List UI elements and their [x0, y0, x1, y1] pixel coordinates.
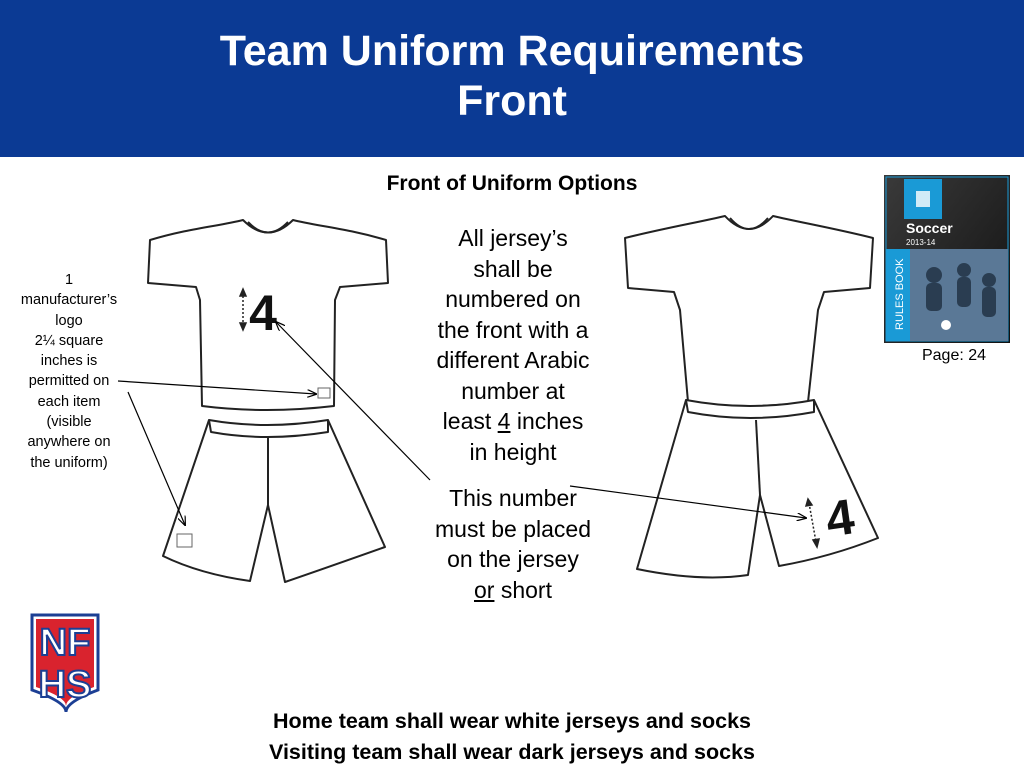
logo-note-line-4: 2¼ square — [34, 332, 104, 349]
logo-note — [8, 270, 130, 473]
rulebook-spine: RULES BOOK — [894, 258, 906, 330]
number-rule-line-7 — [423, 406, 603, 437]
number-rule-line-1: All jersey’s — [458, 225, 568, 251]
number-rule-line-4: the front with a — [437, 316, 589, 343]
placement-rule-or: or — [474, 576, 495, 603]
rulebook-cover — [884, 175, 1010, 343]
placement-rule-line-1: This number — [449, 485, 577, 511]
nfhs-logo — [32, 615, 98, 712]
nfhs-logo-top-letters: NF — [39, 622, 91, 664]
jersey-logo-box — [318, 388, 330, 398]
placement-rule-line-3: on the jersey — [447, 546, 579, 572]
shorts-logo-box — [177, 534, 192, 547]
number-rule-line-3: numbered on — [445, 286, 581, 312]
rulebook-title: Soccer — [906, 220, 953, 236]
number-rule-line-6: number at — [461, 377, 565, 404]
left-shorts — [163, 420, 385, 582]
title-line-2: Front — [457, 77, 567, 125]
logo-note-line-10: the uniform) — [30, 454, 108, 471]
placement-rule-line-4 — [423, 575, 603, 606]
logo-note-line-2: manufacturer’s — [20, 292, 118, 309]
logo-note-line-5: inches is — [40, 353, 98, 370]
number-rule-text — [423, 223, 603, 467]
number-rule-line-5: different Arabic — [436, 347, 590, 373]
number-rule-inches: inches — [510, 408, 584, 434]
logo-note-line-1: 1 — [64, 272, 74, 288]
footer-text — [0, 706, 1024, 768]
footer-line-2: Visiting team shall wear dark jerseys and socks — [269, 740, 755, 764]
placement-rule-short: short — [494, 576, 552, 603]
number-rule-least: least — [442, 408, 498, 434]
logo-note-line-6: permitted on — [28, 373, 110, 390]
logo-note-line-9: anywhere on — [27, 434, 111, 451]
number-rule-line-2: shall be — [473, 255, 553, 282]
left-jersey-number: 4 — [249, 285, 277, 341]
logo-note-line-7: each item — [37, 393, 101, 410]
logo-note-line-3: logo — [55, 312, 83, 329]
placement-rule-line-2: must be placed — [435, 515, 591, 542]
logo-note-line-8: (visible — [46, 414, 92, 431]
footer-line-1: Home team shall wear white jerseys and socks — [273, 709, 751, 733]
number-rule-min-height: 4 — [497, 408, 511, 434]
rulebook-season: 2013-14 — [906, 238, 936, 247]
number-rule-line-8: in height — [469, 438, 557, 465]
right-jersey — [625, 216, 873, 406]
nfhs-logo-bottom-letters: HS — [38, 664, 92, 706]
placement-rule-text — [423, 483, 603, 605]
title-line-1: Team Uniform Requirements — [219, 27, 805, 75]
page-reference: Page: 24 — [921, 347, 987, 364]
section-subtitle: Front of Uniform Options — [386, 172, 638, 195]
right-shorts-number: 4 — [822, 488, 858, 548]
